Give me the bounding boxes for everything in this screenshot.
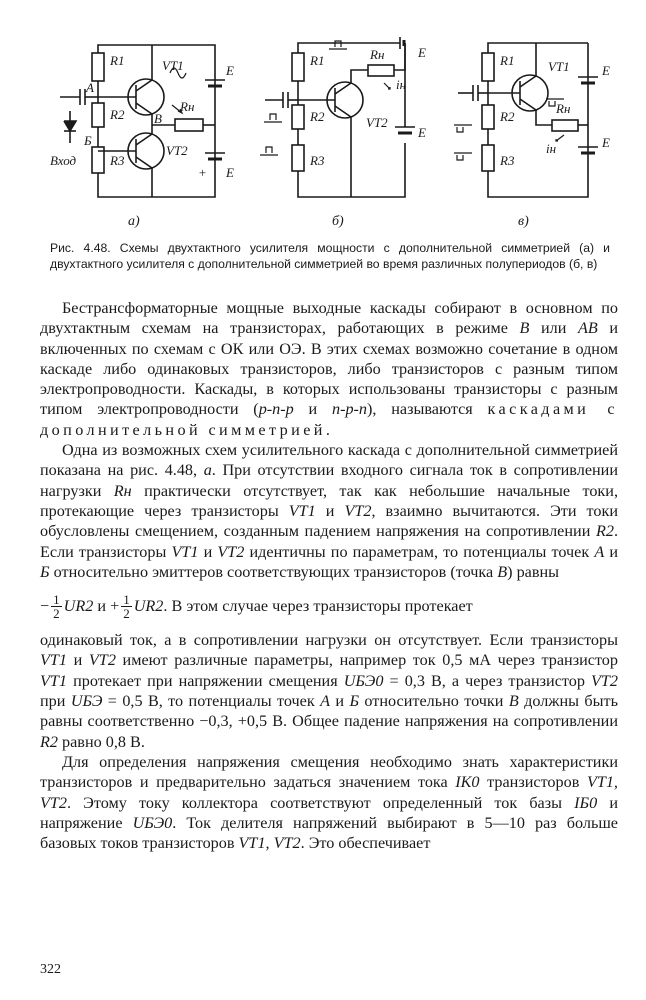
- b-label-e2: E: [418, 125, 426, 140]
- c-label-rn: Rн: [556, 101, 571, 116]
- figure-caption: Рис. 4.48. Схемы двухтактного усилителя мощности с дополнительной симметрией (а) и двухтактного усилителя с дополнительной симметрией во время различных полупериодов (б, в): [50, 241, 610, 271]
- page-number: 322: [40, 962, 61, 977]
- a-label-r3: R3: [110, 153, 125, 168]
- a-label-plus: +: [198, 165, 207, 180]
- a-label-v: В: [154, 111, 162, 126]
- a-label-r1: R1: [110, 53, 125, 68]
- b-label-e1: E: [418, 45, 426, 60]
- a-label-e1: E: [226, 63, 234, 78]
- c-label-e1: E: [602, 63, 610, 78]
- b-rn: [368, 65, 394, 76]
- a-label-a: А: [86, 80, 94, 95]
- figure-4-48: [40, 25, 630, 235]
- subfigure-label-c: в): [518, 214, 529, 229]
- a-label-e2: E: [226, 165, 234, 180]
- formula-line: − $\frac{1}{2}$ UR2 и + $\frac{1}{2}$ UR2 . В этом случае через транзисторы протекает: [40, 591, 473, 621]
- c-label-r3: R3: [500, 153, 515, 168]
- c-label-in: iн: [546, 141, 557, 156]
- b-label-rn: Rн: [370, 47, 385, 62]
- a-label-vt1: VT1: [162, 58, 184, 73]
- b-label-in: iн: [396, 77, 407, 92]
- body-text: [40, 298, 618, 853]
- paragraph-3: одинаковый ток, а в сопротивлении нагрузки он отсутствует. Если транзисторы VT1 и VT2 имеют различные параметры, например ток 0,5 мА через транзистор VT1 протекает при напряжении смещения UБЭ0 = 0,3 В, а через транзистор VT2 при UБЭ = 0,5 В, то потенциалы точек А и Б относительно точки В должны быть равны соответственно −0,3, +0,5 В. Общее падение напряжения на сопротивлении R2 равно 0,8 В.: [40, 631, 618, 751]
- a-label-b: Б: [84, 133, 92, 148]
- a-label-r2: R2: [110, 107, 125, 122]
- circuit-diagrams: [40, 25, 630, 235]
- subfigure-label-b: б): [332, 214, 344, 229]
- c-label-e2: E: [602, 135, 610, 150]
- paragraph-2: Одна из возможных схем усилительного каскада с дополнительной симметрией показана на рис. 4.48, а. При отсутствии входного сигнала ток в сопротивлении нагрузки Rн практически отсутствует, так как небольшие начальные токи, протекающие через транзисторы VT1 и VT2, взаимно вычитаются. Эти токи обусловлены смещением, созданным падением напряжения на сопротивлении R2. Если транзисторы VT1 и VT2 идентичны по параметрам, то потенциалы точек А и Б относительно эмиттеров соответствующих транзисторов (точка В) равны: [40, 441, 618, 581]
- a-r2: [92, 103, 104, 127]
- c-rn: [552, 120, 578, 131]
- a-label-rn: Rн: [180, 99, 195, 114]
- paragraph-1: Бестрансформаторные мощные выходные каскады собирают в основном по двухтактным схемам на транзисторах, работающих в режиме B или AB и включенных по схемам с ОК или ОЭ. В этих схемах возможно сочетание в одном каскаде либо одинаковых транзисторов, либо транзисторов с разным типом электропроводности. Каскады, в которых использованы транзисторы с разным типом электропроводности (p-n-p и n-p-n), называются каскадами с дополнительной симметрией.: [40, 299, 619, 439]
- b-label-vt2: VT2: [366, 115, 388, 130]
- a-rn: [175, 119, 203, 131]
- a-label-input: Вход: [50, 153, 77, 168]
- a-label-vt2: VT2: [166, 143, 188, 158]
- c-label-r1: R1: [500, 53, 515, 68]
- subfigure-label-a: а): [128, 214, 140, 229]
- b-label-r1: R1: [310, 53, 325, 68]
- a-r1: [92, 53, 104, 81]
- b-label-r2: R2: [310, 109, 325, 124]
- c-label-r2: R2: [500, 109, 515, 124]
- b-label-r3: R3: [310, 153, 325, 168]
- paragraph-4: Для определения напряжения смещения необходимо знать характеристики транзисторов и предварительно задаться значением тока IК0 транзисторов VT1, VT2. Этому току коллектора соответствуют определенный ток базы IБ0 и напряжение UБЭ0. Ток делителя напряжений выбирают в 5—10 раз больше базовых токов транзисторов VT1, VT2. Это обеспечивает: [40, 752, 619, 853]
- c-label-vt1: VT1: [548, 59, 570, 74]
